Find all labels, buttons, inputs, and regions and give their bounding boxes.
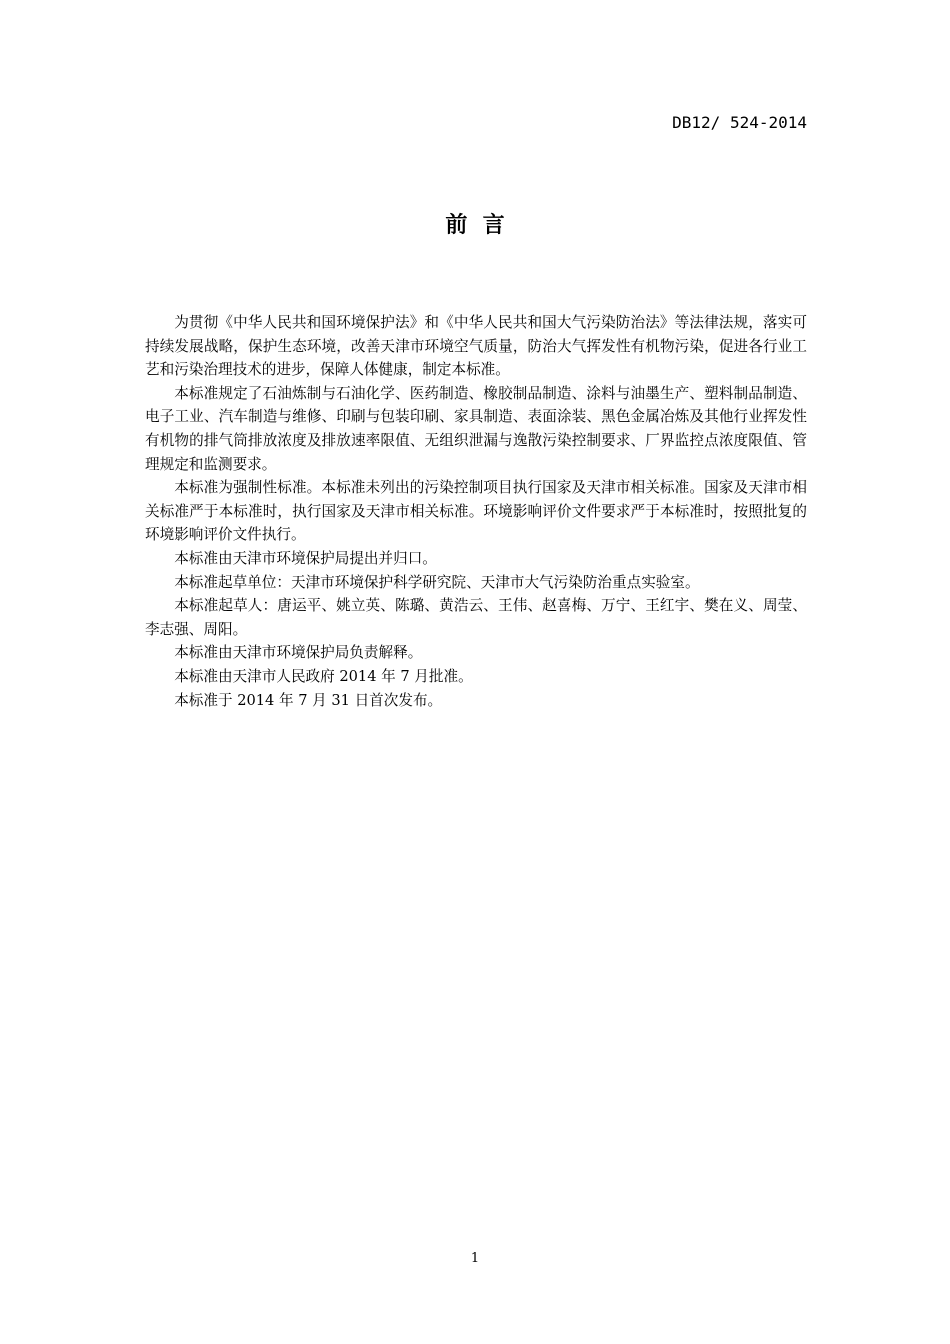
page-title: 前 言 bbox=[445, 213, 505, 238]
paragraph-proposer: 本标准由天津市环境保护局提出并归口。 bbox=[174, 549, 437, 567]
foreword-body bbox=[145, 311, 807, 712]
paragraph-drafting-units: 本标准起草单位：天津市环境保护科学研究院、天津市大气污染防治重点实验室。 bbox=[174, 573, 700, 591]
paragraph-scope: 本标准规定了石油炼制与石油化学、医药制造、橡胶制品制造、涂料与油墨生产、塑料制品制造、电子工业、汽车制造与维修、印刷与包装印刷、家具制造、表面涂装、黑色金属冶炼及其他行业挥发性有机物的排气筒排放浓度及排放速率限值、无组织泄漏与逸散污染控制要求、厂界监控点浓度限值、管理规定和监测要求。 bbox=[145, 384, 807, 473]
paragraph-release: 本标准于 2014 年 7 月 31 日首次发布。 bbox=[174, 691, 443, 709]
paragraph-mandatory: 本标准为强制性标准。本标准未列出的污染控制项目执行国家及天津市相关标准。国家及天津市相关标准严于本标准时，执行国家及天津市相关标准。环境影响评价文件要求严于本标准时，按照批复的环境影响评价文件执行。 bbox=[145, 479, 807, 544]
paragraph-interpretation: 本标准由天津市环境保护局负责解释。 bbox=[174, 644, 423, 662]
document-code: DB12/ 524-2014 bbox=[672, 113, 807, 132]
page-number: 1 bbox=[470, 1251, 480, 1266]
paragraph-drafters: 本标准起草人：唐运平、姚立英、陈璐、黄浩云、王伟、赵喜梅、万宁、王红宇、樊在义、周莹、李志强、周阳。 bbox=[145, 597, 807, 638]
paragraph-purpose: 为贯彻《中华人民共和国环境保护法》和《中华人民共和国大气污染防治法》等法律法规，落实可持续发展战略，保护生态环境，改善天津市环境空气质量，防治大气挥发性有机物污染，促进各行业工艺和污染治理技术的进步，保障人体健康，制定本标准。 bbox=[145, 314, 807, 379]
paragraph-approval: 本标准由天津市人民政府 2014 年 7 月批准。 bbox=[174, 667, 473, 685]
